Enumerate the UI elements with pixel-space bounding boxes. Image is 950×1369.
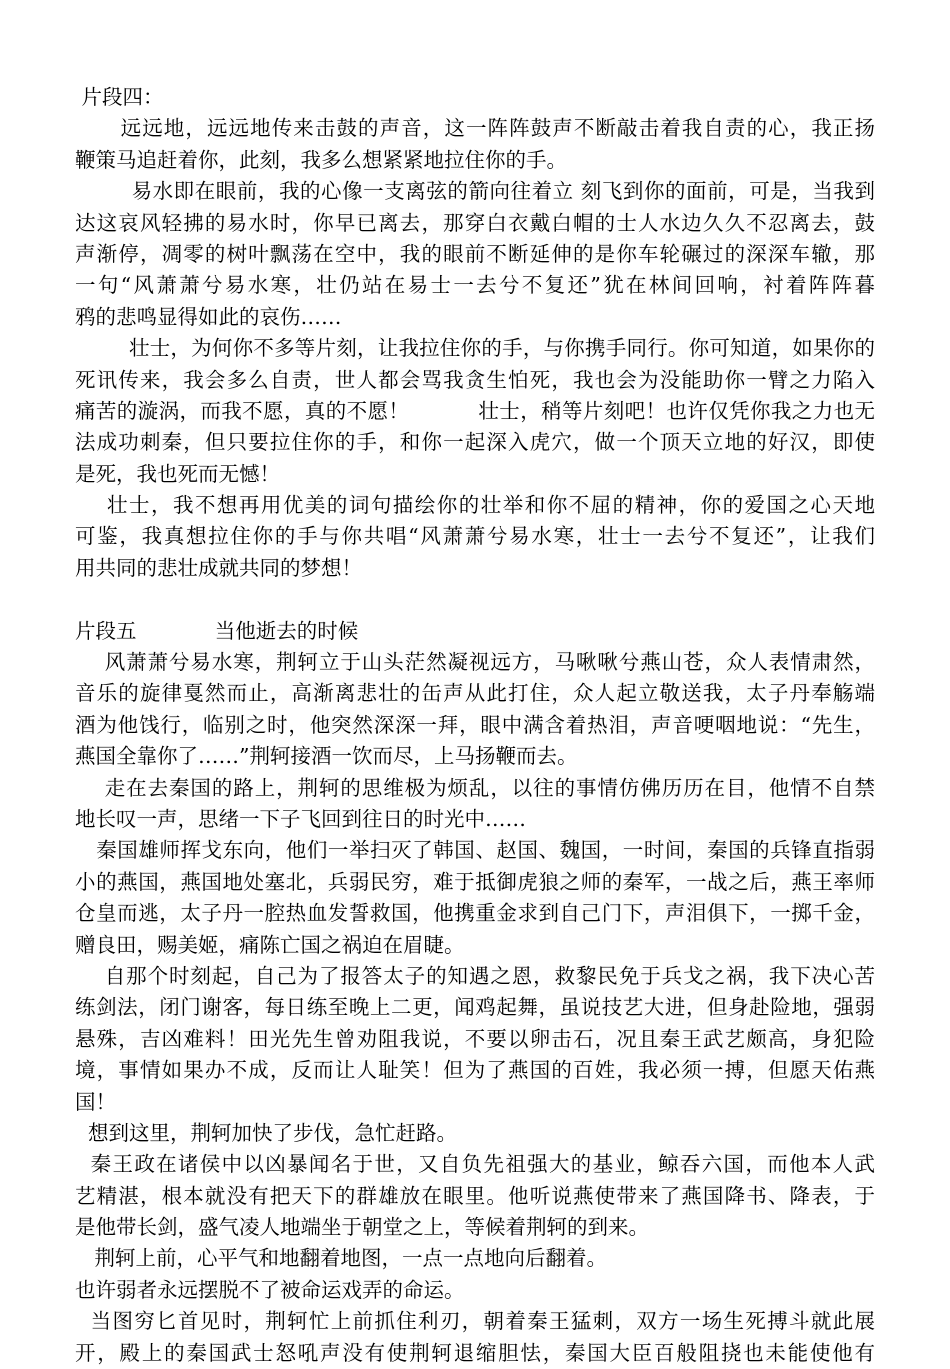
section-4-paragraph-2 [75, 176, 875, 333]
text-line: 是他带长剑，盛气凌人地端坐于朝堂之上，等候着荆轲的到来。 [75, 1215, 649, 1240]
text-line: 法成功刺秦，但只要拉住你的手，和你一起深入虎穴，做一个顶天立地的好汉，即使 [75, 430, 875, 455]
section-4-paragraph-4 [75, 490, 875, 584]
text-line: 仓皇而逃，太子丹一腔热血发誓救国，他携重金求到自己门下，声泪俱下，一掷千金， [75, 901, 875, 926]
section-4-paragraph-3 [75, 333, 875, 490]
text-line: 秦王政在诸侯中以凶暴闻名于世，又自负先祖强大的基业，鲸吞六国，而他本人武 [75, 1152, 875, 1177]
section-5-paragraph-1 [75, 647, 875, 773]
text-line: 远远地，远远地传来击鼓的声音，这一阵阵鼓声不断敲击着我自责的心，我正扬 [75, 116, 875, 141]
text-line: 当图穷匕首见时，荆轲忙上前抓住利刃，朝着秦王猛刺，双方一场生死搏斗就此展 [75, 1309, 875, 1334]
text-line: 走在去秦国的路上，荆轲的思维极为烦乱，以往的事情仿佛历历在目，他情不自禁 [75, 775, 875, 800]
text-line: 赠良田，赐美姬，痛陈亡国之祸迫在眉睫。 [75, 932, 465, 957]
text-line: 境，事情如果办不成，反而让人耻笑！但为了燕国的百姓，我必须一搏，但愿天佑燕 [75, 1058, 875, 1083]
section-5-heading: 片段五 当他逝去的时候 [75, 618, 359, 643]
text-line: 也许弱者永远摆脱不了被命运戏弄的命运。 [75, 1277, 465, 1302]
blank-line [75, 584, 875, 615]
text-line: 可鉴，我真想拉住你的手与你共唱“风萧萧兮易水寒，壮士一去兮不复还”，让我们 [75, 524, 875, 549]
text-line: 国！ [75, 1089, 116, 1114]
text-line: 秦国雄师挥戈东向，他们一举扫灭了韩国、赵国、魏国，一时间，秦国的兵锋直指弱 [75, 838, 875, 863]
text-line: 艺精湛，根本就没有把天下的群雄放在眼里。他听说燕使带来了燕国降书、降表，于 [75, 1183, 875, 1208]
text-line: 燕国全靠你了……”荆轲接酒一饮而尽，上马扬鞭而去。 [75, 744, 578, 769]
text-line: 死讯传来，我会多么自责，世人都会骂我贪生怕死，我也会为没能助你一臂之力陷入 [75, 367, 875, 392]
text-line: 小的燕国，燕国地处塞北，兵弱民穷，难于抵御虎狼之师的秦军，一战之后，燕王率师 [75, 869, 875, 894]
text-line: 声渐停，凋零的树叶飘荡在空中，我的眼前不断延伸的是你车轮碾过的深深车辙，那 [75, 241, 875, 266]
text-line: 鞭策马追赶着你，此刻，我多么想紧紧地拉住你的手。 [75, 147, 567, 172]
section-5-paragraph-4 [75, 961, 875, 1118]
section-5-paragraph-5 [75, 1118, 875, 1149]
text-line: 鸦的悲鸣显得如此的哀伤…… [75, 304, 342, 329]
text-line: 壮士，为何你不多等片刻，让我拉住你的手，与你携手同行。你可知道，如果你的 [75, 336, 875, 361]
text-line: 练剑法，闭门谢客，每日练至晚上二更，闻鸡起舞，虽说技艺大进，但身赴险地，强弱 [75, 995, 875, 1020]
text-line: 用共同的悲壮成就共同的梦想！ [75, 555, 362, 580]
text-line: 是死，我也死而无憾！ [75, 461, 280, 486]
text-line: 痛苦的漩涡，而我不愿，真的不愿！ 壮士，稍等片刻吧！也许仅凭你我之力也无 [75, 398, 875, 423]
section-5-paragraph-2 [75, 773, 875, 836]
text-line: 想到这里，荆轲加快了步伐，急忙赶路。 [75, 1120, 458, 1145]
text-line: 易水即在眼前，我的心像一支离弦的箭向往着立 刻飞到你的面前，可是，当我到 [75, 179, 875, 204]
section-4-heading: 片段四： [75, 85, 164, 109]
text-line: 酒为他饯行，临别之时，他突然深深一拜，眼中满含着热泪，声音哽咽地说：“先生， [75, 712, 875, 737]
section-5-paragraph-3 [75, 835, 875, 961]
text-line: 荆轲上前，心平气和地翻着地图，一点一点地向后翻着。 [75, 1246, 608, 1271]
section-4-paragraph-1 [75, 113, 875, 176]
text-line: 一句“风萧萧兮易水寒，壮仍站在易士一去兮不复还”犹在林间回响，衬着阵阵暮 [75, 273, 875, 298]
text-line: 壮士，我不想再用优美的词句描绘你的壮举和你不屈的精神，你的爱国之心天地 [75, 493, 875, 518]
text-line: 风萧萧兮易水寒，荆轲立于山头茫然凝视远方，马啾啾兮燕山苍，众人表情肃然， [75, 650, 875, 675]
section-5-paragraph-6 [75, 1149, 875, 1243]
text-line: 地长叹一声，思绪一下子飞回到往日的时光中…… [75, 806, 526, 831]
text-line: 自那个时刻起，自己为了报答太子的知遇之恩，救黎民免于兵戈之祸，我下决心苦 [75, 963, 875, 988]
text-line: 开，殿上的秦国武士怒吼声没有使荆轲退缩胆怯，秦国大臣百般阻挠也未能使他有 [75, 1340, 875, 1365]
document-page [75, 82, 875, 1369]
text-line: 音乐的旋律戛然而止，高渐离悲壮的缶声从此打住，众人起立敬送我，太子丹奉觞端 [75, 681, 875, 706]
section-5-paragraph-9 [75, 1306, 875, 1369]
text-line: 悬殊，吉凶难料！田光先生曾劝阻我说，不要以卵击石，况且秦王武艺颇高，身犯险 [75, 1026, 875, 1051]
text-line: 达这哀风轻拂的易水时，你早已离去，那穿白衣戴白帽的士人水边久久不忍离去，鼓 [75, 210, 875, 235]
section-5-paragraph-7 [75, 1243, 875, 1274]
section-5-paragraph-8 [75, 1275, 875, 1306]
